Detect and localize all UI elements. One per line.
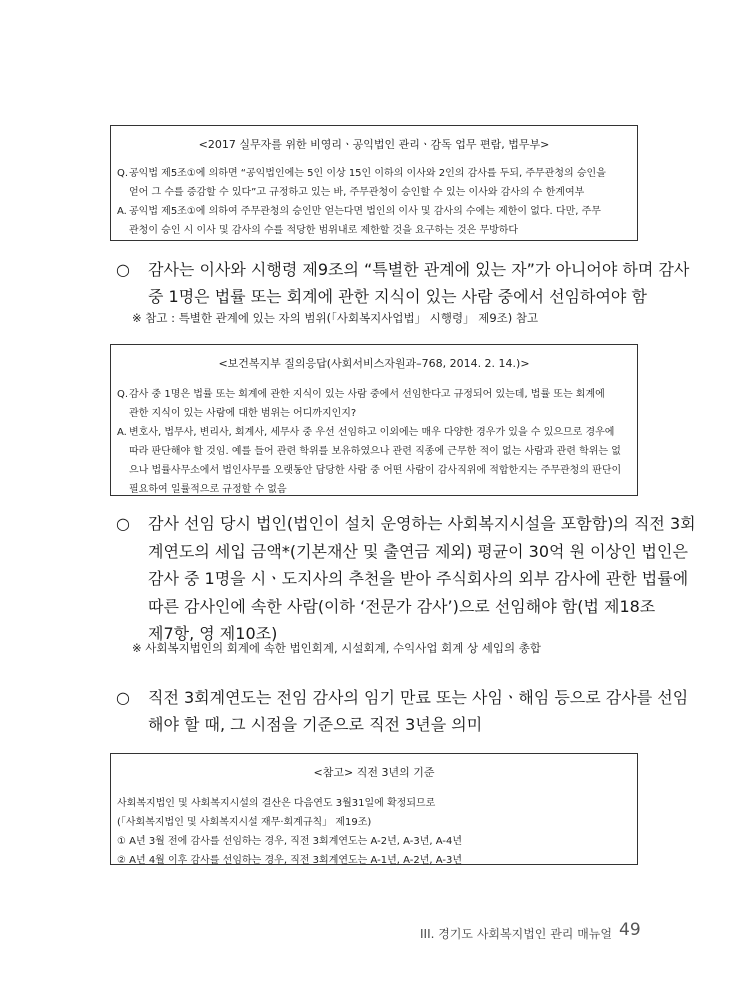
paragraph-expert-auditor: [116, 510, 696, 648]
box-title: <2017 실무자를 위한 비영리ㆍ공익법인 관리ㆍ감독 업무 편람, 법무부>: [198, 138, 550, 151]
answer-row: [117, 423, 621, 442]
reference-box-ministry-of-justice: [110, 125, 638, 241]
question-line: 공익법 제5조①에 의하면 “공익법인에는 5인 이상 15인 이하의 이사와 2인의 감사를 두되, 주무관청의 승인을: [129, 168, 606, 179]
paragraph-line: 해야 할 때, 그 시점을 기준으로 직전 3년을 의미: [148, 715, 483, 734]
box-line: ① A년 3월 전에 감사를 선임하는 경우, 직전 3회계연도는 A-2년, A-3년, A-4년: [117, 836, 462, 847]
page-number: 49: [619, 920, 641, 940]
paragraph-row: [116, 256, 689, 283]
answer-row: [117, 202, 606, 221]
qa-block: [117, 385, 621, 499]
box-line: (「사회복지법인 및 사회복지시설 재무·회계규칙」 제19조): [117, 817, 372, 828]
box-title: <참고> 직전 3년의 기준: [313, 766, 435, 779]
reference-note: ※ 사회복지법인의 회계에 속한 법인회계, 시설회계, 수익사업 회계 상 세입의 총합: [132, 641, 541, 655]
paragraph-three-fiscal-years: [116, 684, 688, 738]
answer-tag: A.: [117, 427, 127, 438]
box-title: <보건복지부 질의응답(사회서비스자원과–768, 2014. 2. 14.)>: [218, 357, 530, 370]
bullet-circle-icon: ○: [116, 514, 130, 533]
paragraph-line: 직전 3회계연도는 전임 감사의 임기 만료 또는 사임ㆍ해임 등으로 감사를 선임: [148, 688, 689, 707]
footer-title: III. 경기도 사회복지법인 관리 매뉴얼: [420, 927, 612, 941]
qa-block: [117, 164, 606, 240]
reference-box-ministry-of-health: [110, 344, 638, 496]
question-tag: Q.: [117, 168, 129, 179]
question-line: 감사 중 1명은 법률 또는 회계에 관한 지식이 있는 사람 중에서 선임한다고 규정되어 있는데, 법률 또는 회계에: [129, 389, 605, 400]
paragraph-line: 감사는 이사와 시행령 제9조의 “특별한 관계에 있는 자”가 아니어야 하며 감사: [148, 260, 690, 279]
question-line: 얻어 그 수를 증감할 수 있다”고 규정하고 있는 바, 주무관청이 승인할 수 있는 이사와 감사의 수 한계여부: [129, 187, 585, 198]
reference-note: ※ 참고 : 특별한 관계에 있는 자의 범위(「사회복지사업법」 시행령」 제9조) 참고: [132, 311, 539, 325]
question-line: 관한 지식이 있는 사람에 대한 범위는 어디까지인지?: [129, 408, 357, 419]
box-line: ② A년 4월 이후 감사를 선임하는 경우, 직전 3회계연도는 A-1년, A-2년, A-3년: [117, 855, 462, 866]
answer-line: 따라 판단해야 할 것임. 예를 들어 관련 학위를 보유하였으나 관련 직종에 근무한 적이 없는 사람과 관련 학위는 없: [129, 446, 621, 457]
paragraph-row: [116, 684, 688, 711]
answer-line: 필요하여 일률적으로 규정할 수 없음: [129, 484, 287, 495]
bullet-circle-icon: ○: [116, 260, 130, 279]
paragraph-auditor-qualification: [116, 256, 689, 310]
box-body: [117, 794, 462, 870]
paragraph-line: 감사 중 1명을 시ㆍ도지사의 추천을 받아 주식회사의 외부 감사에 관한 법률에: [148, 569, 689, 588]
answer-line: 관청이 승인 시 이사 및 감사의 수를 적당한 범위내로 제한할 것을 요구하는 것은 무방하다: [129, 225, 519, 236]
paragraph-line: 감사 선임 당시 법인(법인이 설치 운영하는 사회복지시설을 포함함)의 직전 3회: [148, 514, 696, 533]
box-line: 사회복지법인 및 사회복지시설의 결산은 다음연도 3월31일에 확정되므로: [117, 798, 436, 809]
answer-line: 공익법 제5조①에 의하여 주무관청의 승인만 얻는다면 법인의 이사 및 감사의 수에는 제한이 없다. 다만, 주무: [129, 206, 601, 217]
question-tag: Q.: [117, 389, 129, 400]
paragraph-row: [116, 510, 696, 538]
question-row: [117, 164, 606, 183]
paragraph-line: 따른 감사인에 속한 사람(이하 ‘전문가 감사’)으로 선임해야 함(법 제18조: [148, 596, 656, 616]
paragraph-line: 계연도의 세입 금액*(기본재산 및 출연금 제외) 평균이 30억 원 이상인 법인은: [148, 541, 688, 561]
paragraph-line: 중 1명은 법률 또는 회계에 관한 지식이 있는 사람 중에서 선임하여야 함: [148, 287, 647, 306]
answer-line: 으나 법률사무소에서 법인사무를 오랫동안 담당한 사람 중 어떤 사람이 감사직위에 적합한지는 주무관청의 판단이: [129, 465, 622, 476]
reference-box-three-year-basis: [110, 753, 638, 865]
answer-tag: A.: [117, 206, 127, 217]
paragraph-line: 제7항, 영 제10조): [148, 624, 278, 643]
answer-line: 변호사, 법무사, 변리사, 회계사, 세무사 중 우선 선임하고 이외에는 매우 다양한 경우가 있을 수 있으므로 경우에: [129, 427, 615, 438]
question-row: [117, 385, 621, 404]
bullet-circle-icon: ○: [116, 688, 130, 707]
